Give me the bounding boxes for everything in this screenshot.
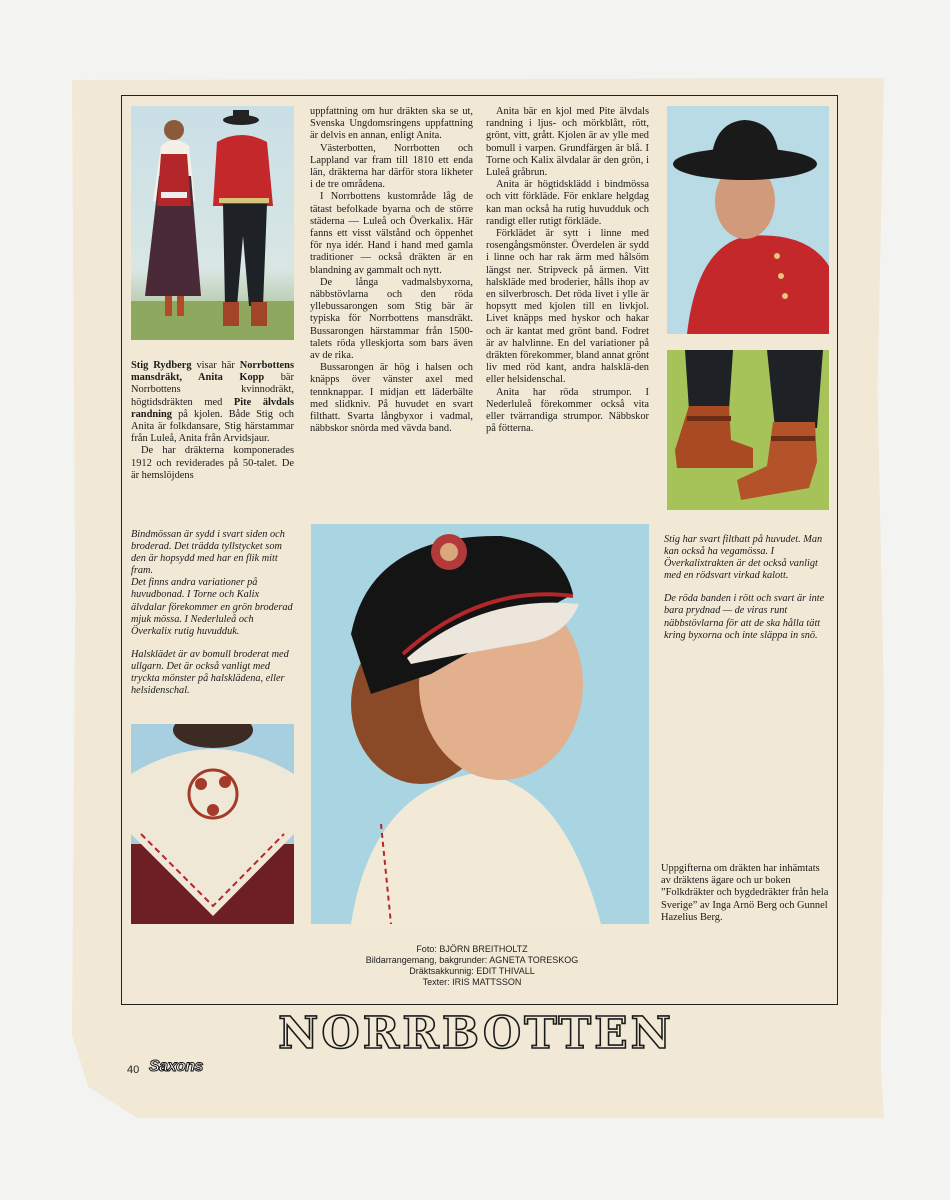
photo-neck-shawl	[131, 724, 294, 924]
column-3-text	[486, 106, 649, 435]
photo-boots	[667, 350, 829, 510]
photo-couple	[131, 106, 294, 340]
paragraph: Förklädet är sytt i linne med rosengångsmönster. Överdelen är sydd i linne och har rak ärm med hålsöm längst ner. Stripveck på ärmen. Vitt halskläde med broderier, hålls ihop av en silverbrosch. Det röda livet i ylle är hopsytt med kjolen till en livkjol. Livet knäpps med hyskor och hakar och är kantat med grönt band. Fodret är av halvlinne. En del variationer på dräkten förekommer, bland annat grönt liv med röd kant, andra halsklä-den eller helsidenschal.	[486, 228, 649, 386]
paragraph: Anita bär en kjol med Pite älvdals randning i ljus- och mörkblått, rött, grönt, vitt, grått. Kjolen är av ylle med bomull i varpen. Grundfärgen är blå. I Torne och Kalix älvdalar är den grön, i Luleå gråbrun.	[486, 106, 649, 179]
caption-halsklade: Halsklädet är av bomull broderat med ullgarn. Det är också vanligt med tryckta mönster på halsklädena, eller helsidenschal.	[131, 648, 289, 697]
paragraph: De har dräkterna komponerades 1912 och reviderades på 50-talet. De är hemslöjdens	[131, 445, 294, 481]
credit-line: Dräktsakkunnig: EDIT THIVALL	[409, 966, 535, 976]
right-captions	[664, 534, 828, 653]
source-note: Uppgifterna om dräkten har inhämtats av dräktens ägare och ur boken ”Folkdräkter och bygdedräkter från hela Sverige” av Inga Arnö Berg och Gunnel Hazelius Berg.	[661, 863, 829, 923]
photo-woman-bonnet	[311, 524, 649, 924]
credit-line: Texter: IRIS MATTSSON	[422, 977, 522, 987]
column-1-text	[131, 360, 294, 482]
page-number: 40	[127, 1064, 140, 1076]
caption-bindmossa: Bindmössan är sydd i svart siden och broderad. Det trädda tyllstycket som den är hopsydd med har en flik mitt fram. Det finns andra variationer på huvudbonad. I Torne och Kalix älvdalar förekommer en grön broderad mjuk mössa. I Nederluleå och Överkalix rutig huvudduk.	[131, 529, 293, 637]
credit-line: Foto: BJÖRN BREITHOLTZ	[416, 944, 528, 954]
paragraph: De långa vadmalsbyxorna, näbbstövlarna och den röda yllebussarongen som Stig bär är typiska för Norrbottens mansdräkt. Bussarongen härstammar från 1500-talets röda ylleskjorta som bars även av de rika.	[310, 276, 473, 362]
photo-credits	[322, 944, 622, 988]
column-2-text	[310, 106, 473, 435]
paragraph: Anita är högtidsklädd i bindmössa och vitt förkläde. För enklare helgdag kan man också ha rutig huvudduk och randigt eller rutigt förkläde.	[486, 179, 649, 227]
paragraph: Bussarongen är hög i halsen och knäpps över vänster axel med tennknappar. I midjan ett läderbälte med slidkniv. På huvudet en svart filthatt. Svarta långbyxor i vadmal, näbbskor snörda med vävda band.	[310, 362, 473, 435]
caption-band: De röda banden i rött och svart är inte bara prydnad — de viras runt näbbstövlarna för att de ska hålla tätt kring byxorna och inte släppa in snö.	[664, 593, 825, 641]
paragraph: I Norrbottens kustområde låg de tätast befolkade byarna och de större städerna — Luleå och Överkalix. Här fanns ett visst välstånd och öppenhet för nya idér. Hand i hand med gamla traditioner — också dräkten är en blandning av gammalt och nytt.	[310, 191, 473, 276]
paragraph: uppfattning om hur dräkten ska se ut, Svenska Ungdomsringens uppfattning är delvis en annan, enligt Anita.	[310, 106, 473, 142]
photo-man-hat	[667, 106, 829, 334]
credit-line: Bildarrangemang, bakgrunder: AGNETA TORESKOG	[365, 955, 579, 965]
page-title: NORRBOTTEN	[248, 1008, 704, 1059]
magazine-logo: Saxons	[149, 1058, 203, 1075]
caption-intro: Stig Rydberg visar här Norrbottens mansdräkt, Anita Kopp bär Norrbottens kvinnodräkt, högtidsdräkten med Pite älvdals randning på kjolen. Både Stig och Anita är folkdansare, Stig härstammar från Luleå, Anita från Arvidsjaur.	[131, 360, 294, 445]
paragraph: Västerbotten, Norrbotten och Lappland var fram till 1810 ett enda län, dräkterna har därför stora likheter i de tre områdena.	[310, 142, 473, 191]
caption-filthatt: Stig har svart filthatt på huvudet. Man kan också ha vegamössa. I Överkalixtrakten är det också vanligt med en rödsvart virkad kalott.	[664, 534, 823, 582]
paragraph: Anita har röda strumpor. I Nederluleå förekommer också vita eller tvärrandiga strumpor. Näbbskor på fötterna.	[486, 386, 649, 435]
left-captions	[131, 529, 294, 708]
